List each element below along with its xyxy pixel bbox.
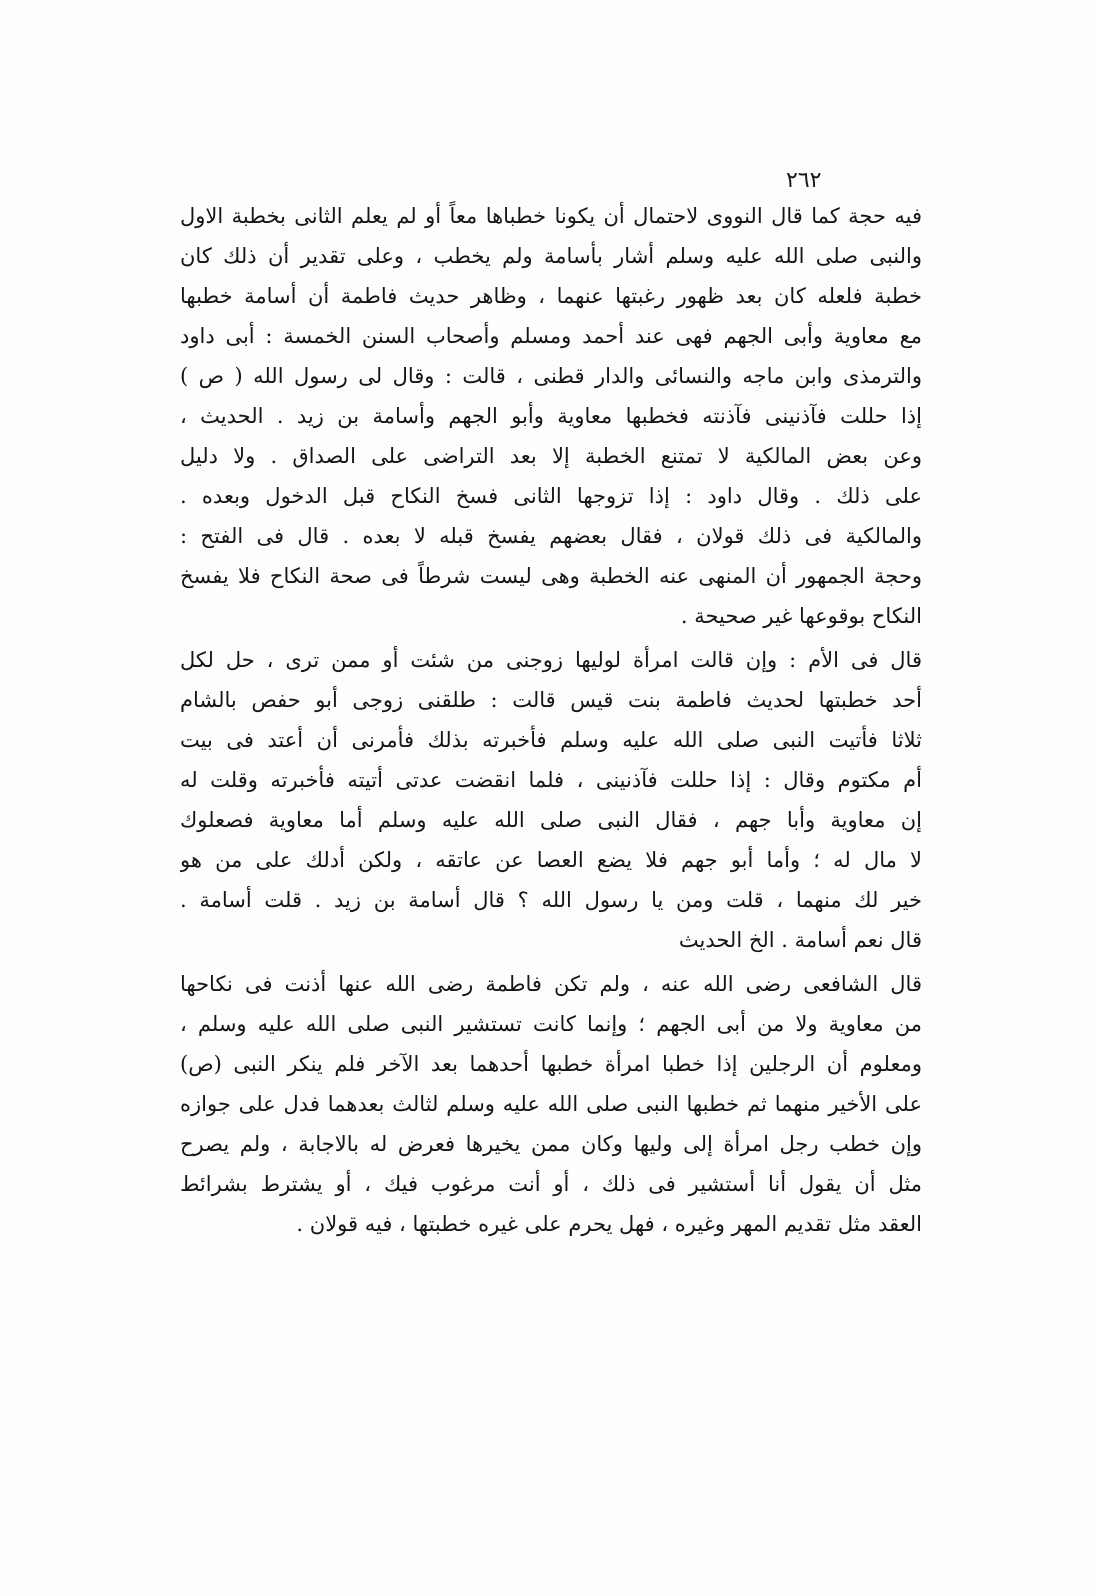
text-line: فيه حجة كما قال النووى لاحتمال أن يكونا خطباها معاً أو لم يعلم الثانى بخطبة الاول	[180, 204, 922, 228]
text-line: على ذلك . وقال داود : إذا تزوجها الثانى فسخ النكاح قبل الدخول وبعده .	[180, 484, 922, 508]
text-line: خير لك منهما ، قلت ومن يا رسول الله ؟ قال أسامة بن زيد . قلت أسامة .	[180, 888, 922, 912]
paragraph	[180, 964, 922, 1244]
text-line: والترمذى وابن ماجه والنسائى والدار قطنى ، قالت : وقال لى رسول الله ( ص )	[180, 364, 922, 388]
text-line: لا مال له ؛ وأما أبو جهم فلا يضع العصا عن عاتقه ، ولكن أدلك على من هو	[180, 848, 922, 872]
text-line: إذا حللت فآذنينى فآذنته فخطبها معاوية وأبو الجهم وأسامة بن زيد . الحديث ،	[180, 404, 922, 428]
text-line: قال نعم أسامة . الخ الحديث	[678, 928, 922, 952]
paragraph	[180, 196, 922, 636]
text-line: مثل أن يقول أنا أستشير فى ذلك ، أو أنت مرغوب فيك ، أو يشترط بشرائط	[180, 1172, 922, 1196]
text-line: على الأخير منهما ثم خطبها النبى صلى الله عليه وسلم لثالث بعدهما فدل على جوازه	[180, 1092, 922, 1116]
text-line: والمالكية فى ذلك قولان ، فقال بعضهم يفسخ قبله لا بعده . قال فى الفتح :	[180, 524, 922, 548]
text-line: أم مكتوم وقال : إذا حللت فآذنينى ، فلما انقضت عدتى أتيته فأخبرته وقلت له	[180, 768, 922, 792]
text-line: أحد خطبتها لحديث فاطمة بنت قيس قالت : طلقنى زوجى أبو حفص بالشام	[180, 688, 922, 712]
text-line: قال الشافعى رضى الله عنه ، ولم تكن فاطمة رضى الله عنها أذنت فى نكاحها	[180, 972, 922, 996]
text-line: والنبى صلى الله عليه وسلم أشار بأسامة ولم يخطب ، وعلى تقدير أن ذلك كان	[180, 244, 922, 268]
text-line: مع معاوية وأبى الجهم فهى عند أحمد ومسلم وأصحاب السنن الخمسة : أبى داود	[180, 324, 922, 348]
text-line: وحجة الجمهور أن المنهى عنه الخطبة وهى ليست شرطاً فى صحة النكاح فلا يفسخ	[180, 564, 922, 588]
text-line: ومعلوم أن الرجلين إذا خطبا امرأة خطبها أحدهما بعد الآخر فلم ينكر النبى (ص)	[180, 1052, 922, 1076]
body-text	[180, 196, 922, 1244]
text-line: النكاح بوقوعها غير صحيحة .	[680, 604, 922, 628]
text-line: العقد مثل تقديم المهر وغيره ، فهل يحرم على غيره خطبتها ، فيه قولان .	[296, 1212, 922, 1236]
paragraph	[180, 640, 922, 960]
text-line: ثلاثا فأتيت النبى صلى الله عليه وسلم فأخبرته بذلك فأمرنى أن أعتد فى بيت	[180, 728, 922, 752]
text-line: قال فى الأم : وإن قالت امرأة لوليها زوجنى من شئت أو ممن ترى ، حل لكل	[180, 648, 922, 672]
page-number: ٢٦٢	[786, 168, 822, 193]
text-line: من معاوية ولا من أبى الجهم ؛ وإنما كانت تستشير النبى صلى الله عليه وسلم ،	[180, 1012, 922, 1036]
text-line: وعن بعض المالكية لا تمتنع الخطبة إلا بعد التراضى على الصداق . ولا دليل	[180, 444, 922, 468]
text-line: إن معاوية وأبا جهم ، فقال النبى صلى الله عليه وسلم أما معاوية فصعلوك	[180, 808, 922, 832]
text-line: وإن خطب رجل امرأة إلى وليها وكان ممن يخيرها فعرض له بالاجابة ، ولم يصرح	[180, 1132, 922, 1156]
text-line: خطبة فلعله كان بعد ظهور رغبتها عنهما ، وظاهر حديث فاطمة أن أسامة خطبها	[180, 284, 922, 308]
